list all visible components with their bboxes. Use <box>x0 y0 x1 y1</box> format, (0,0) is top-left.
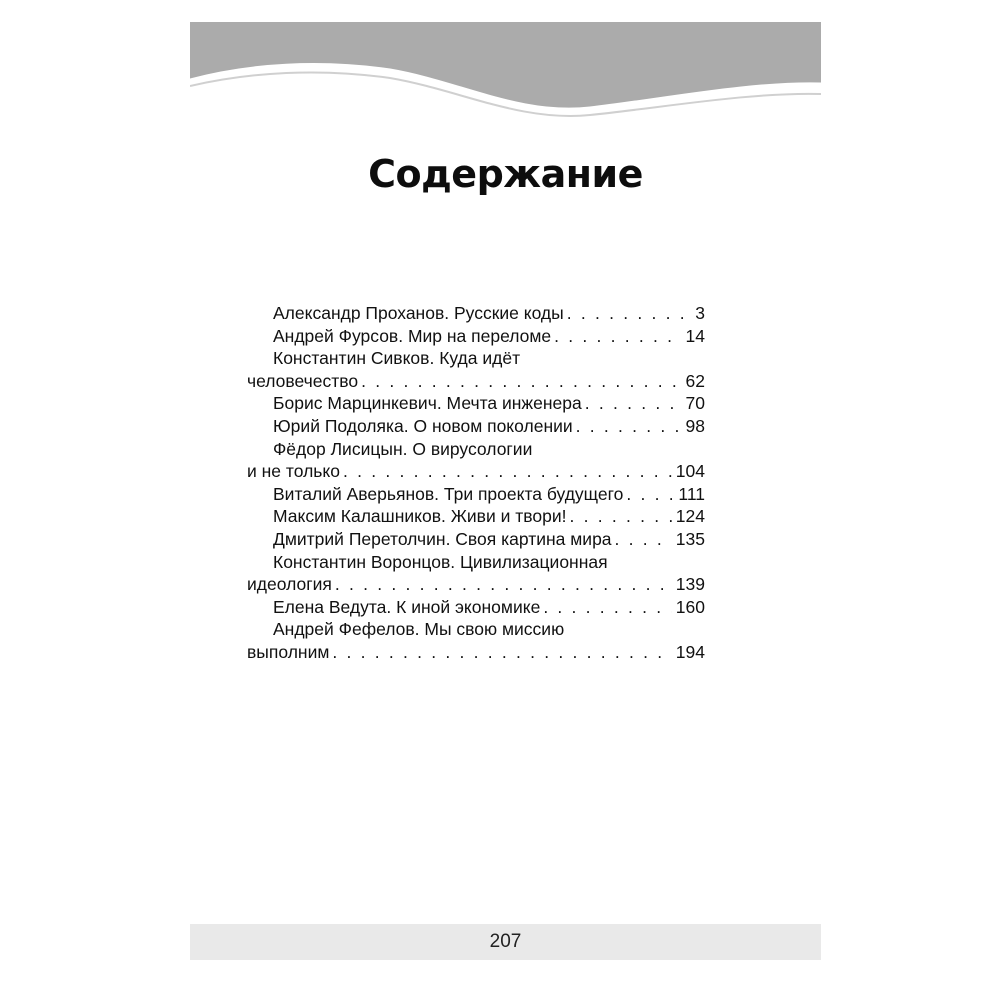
toc-entry-title: Максим Калашников. Живи и твори! <box>273 506 567 527</box>
dot-leader <box>569 505 671 528</box>
toc-line <box>247 618 705 641</box>
toc-page-number: 111 <box>678 483 705 504</box>
header-wave-decoration <box>190 22 821 132</box>
toc-entry <box>247 505 705 528</box>
toc-entry-title: человечество <box>247 370 359 391</box>
toc-entry <box>247 596 705 619</box>
toc-line <box>247 415 705 438</box>
dot-leader <box>585 392 682 415</box>
toc-entry <box>247 347 705 392</box>
toc-entry <box>247 438 705 483</box>
toc-entry <box>247 415 705 438</box>
toc-entry <box>247 618 705 663</box>
toc-entry-title: Константин Сивков. Куда идёт <box>273 348 521 369</box>
toc-line <box>247 460 705 483</box>
toc-page-number: 124 <box>675 506 705 527</box>
dot-leader <box>567 302 692 325</box>
toc-entry-title: идеология <box>247 574 332 595</box>
toc-line <box>247 483 705 506</box>
toc-page-number: 3 <box>695 303 705 323</box>
toc-page-number: 104 <box>675 461 705 482</box>
toc-entry <box>247 483 705 506</box>
toc-line <box>247 325 705 348</box>
toc-page-number: 160 <box>675 596 705 617</box>
toc-entry-title: Виталий Аверьянов. Три проекта будущего <box>273 483 624 504</box>
book-page <box>190 22 821 960</box>
toc-page-number: 98 <box>685 415 705 436</box>
dot-leader <box>361 370 681 393</box>
dot-leader <box>626 483 674 506</box>
toc-entry-title: Фёдор Лисицын. О вирусологии <box>273 438 533 459</box>
toc-entry <box>247 302 705 325</box>
toc-page-number: 139 <box>675 574 705 595</box>
toc-line <box>247 302 705 325</box>
toc-entry <box>247 325 705 348</box>
toc-line <box>247 596 705 619</box>
toc-line <box>247 370 705 393</box>
toc-page-number: 70 <box>685 393 705 414</box>
toc-page-number: 14 <box>685 325 705 346</box>
toc-entry-title: Андрей Фурсов. Мир на переломе <box>273 325 552 346</box>
toc-line <box>247 528 705 551</box>
toc-page-number: 135 <box>675 528 705 549</box>
toc-entry-title: выполним <box>247 641 330 662</box>
toc-entry <box>247 528 705 551</box>
toc-line <box>247 347 705 370</box>
toc-entry-title: Елена Ведута. К иной экономике <box>273 596 541 617</box>
toc-entry-title: Андрей Фефелов. Мы свою миссию <box>273 619 565 640</box>
dot-leader <box>335 573 672 596</box>
toc-entry-title: Константин Воронцов. Цивилизационная <box>273 551 608 572</box>
toc-entry-title: Александр Проханов. Русские коды <box>273 303 564 323</box>
toc-entry <box>247 551 705 596</box>
toc-entry-title: и не только <box>247 461 340 482</box>
toc-entry-title: Борис Марцинкевич. Мечта инженера <box>273 393 582 414</box>
toc-line <box>247 438 705 461</box>
page-title: Содержание <box>368 152 643 196</box>
toc-entry-title: Юрий Подоляка. О новом поколении <box>273 415 573 436</box>
page-number-bar <box>190 924 821 960</box>
table-of-contents <box>247 302 705 664</box>
toc-line <box>247 551 705 574</box>
toc-line <box>247 505 705 528</box>
dot-leader <box>576 415 682 438</box>
dot-leader <box>543 596 671 619</box>
toc-line <box>247 573 705 596</box>
dot-leader <box>332 641 671 664</box>
toc-page-number: 62 <box>685 370 705 391</box>
dot-leader <box>343 460 672 483</box>
dot-leader <box>615 528 672 551</box>
toc-page-number: 194 <box>675 641 705 662</box>
page-number: 207 <box>489 931 522 952</box>
toc-line <box>247 641 705 664</box>
toc-line <box>247 392 705 415</box>
toc-entry <box>247 392 705 415</box>
toc-entry-title: Дмитрий Перетолчин. Своя картина мира <box>273 528 612 549</box>
dot-leader <box>554 325 681 348</box>
